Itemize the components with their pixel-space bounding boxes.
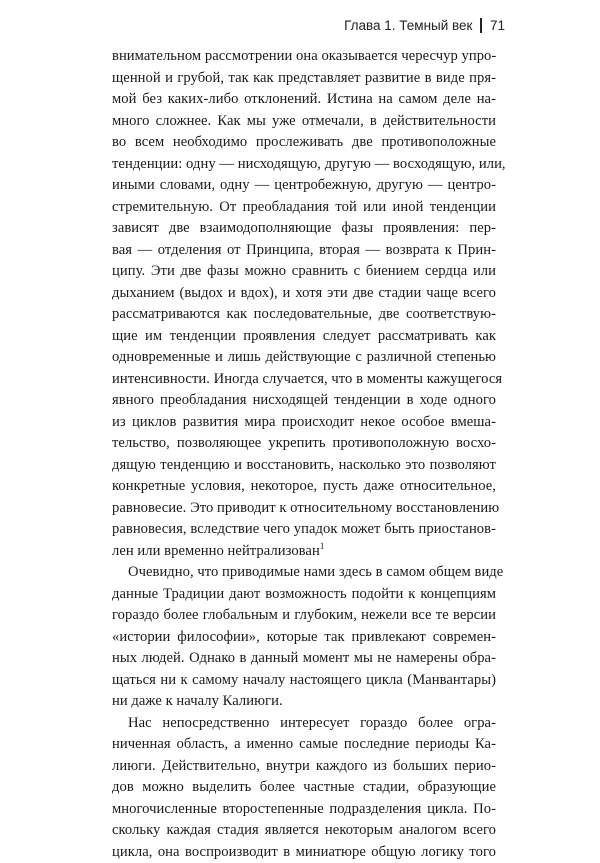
text-line: гораздо более глобальным и глубоким, нежели все те версии [112,605,496,627]
text-line: много сложнее. Как мы уже отмечали, в действительности [112,111,496,133]
chapter-title: Глава 1. Темный век [344,18,472,33]
text-line-content: лен или временно нейтрализован [112,543,320,559]
body-text [112,46,496,863]
text-line: во всем необходимо прослеживать две противоположные [112,132,496,154]
running-header [344,18,505,33]
page-number: 71 [490,18,505,33]
text-line: зависят две взаимодополняющие фазы проявления: пер- [112,218,496,240]
text-line: дыханием (выдох и вдох), и хотя эти две стадии чаще всего [112,283,496,305]
text-line: интенсивности. Иногда случается, что в моменты кажущегося [112,369,496,391]
header-separator [480,18,482,33]
text-line: вая — отделения от Принципа, вторая — возврата к Прин- [112,240,496,262]
text-line: тельство, позволяющее укрепить противоположную восхо- [112,433,496,455]
text-line: скольку каждая стадия является некоторым аналогом всего [112,820,496,842]
text-line: явного преобладания нисходящей тенденции в ходе одного [112,390,496,412]
footnote-marker[interactable]: 1 [320,541,325,551]
text-line: щаться ни к самому началу настоящего цикла (Манвантары) [112,670,496,692]
text-line: щие им тенденции проявления следует рассматривать как [112,326,496,348]
text-line: данные Традиции дают возможность подойти к концепциям [112,584,496,606]
text-line: «истории философии», которые так привлекают современ- [112,627,496,649]
paragraph-start-line: Очевидно, что приводимые нами здесь в самом общем виде [112,562,496,584]
text-line: одновременные и лишь действующие с различной степенью [112,347,496,369]
text-line: рассматриваются как последовательные, две соответствую- [112,304,496,326]
text-line: равновесие. Это приводит к относительному восстановлению [112,498,496,520]
text-line: дов можно выделить более частные стадии, образующие [112,777,496,799]
text-line: тенденции: одну — нисходящую, другую — восходящую, или, [112,154,496,176]
text-line: дящую тенденцию и восстановить, насколько это позволяют [112,455,496,477]
text-line: цикла, она воспроизводит в миниатюре общую логику того [112,842,496,863]
text-line: ни даже к началу Калиюги. [112,691,496,713]
text-line: равновесия, вследствие чего упадок может быть приостанов- [112,519,496,541]
text-line-with-footnote [112,541,496,563]
text-line: мой без каких-либо отклонений. Истина на самом деле на- [112,89,496,111]
text-line: ниченная область, а именно самые последние периоды Ка- [112,734,496,756]
text-line: из циклов развития мира происходит некое особое вмеша- [112,412,496,434]
paragraph-start-line: Нас непосредственно интересует гораздо более огра- [112,713,496,735]
text-line: многочисленные второстепенные подразделения цикла. По- [112,799,496,821]
text-line: ных людей. Однако в данный момент мы не намерены обра- [112,648,496,670]
text-line: конкретные условия, некоторое, пусть даже относительное, [112,476,496,498]
text-line: стремительную. От преобладания той или иной тенденции [112,197,496,219]
text-line: иными словами, одну — центробежную, другую — центро- [112,175,496,197]
text-line: щенной и грубой, так как представляет развитие в виде пря- [112,68,496,90]
text-line: ципу. Эти две фазы можно сравнить с биением сердца или [112,261,496,283]
text-line: лиюги. Действительно, внутри каждого из больших перио- [112,756,496,778]
text-line: внимательном рассмотрении она оказывается чересчур упро- [112,46,496,68]
